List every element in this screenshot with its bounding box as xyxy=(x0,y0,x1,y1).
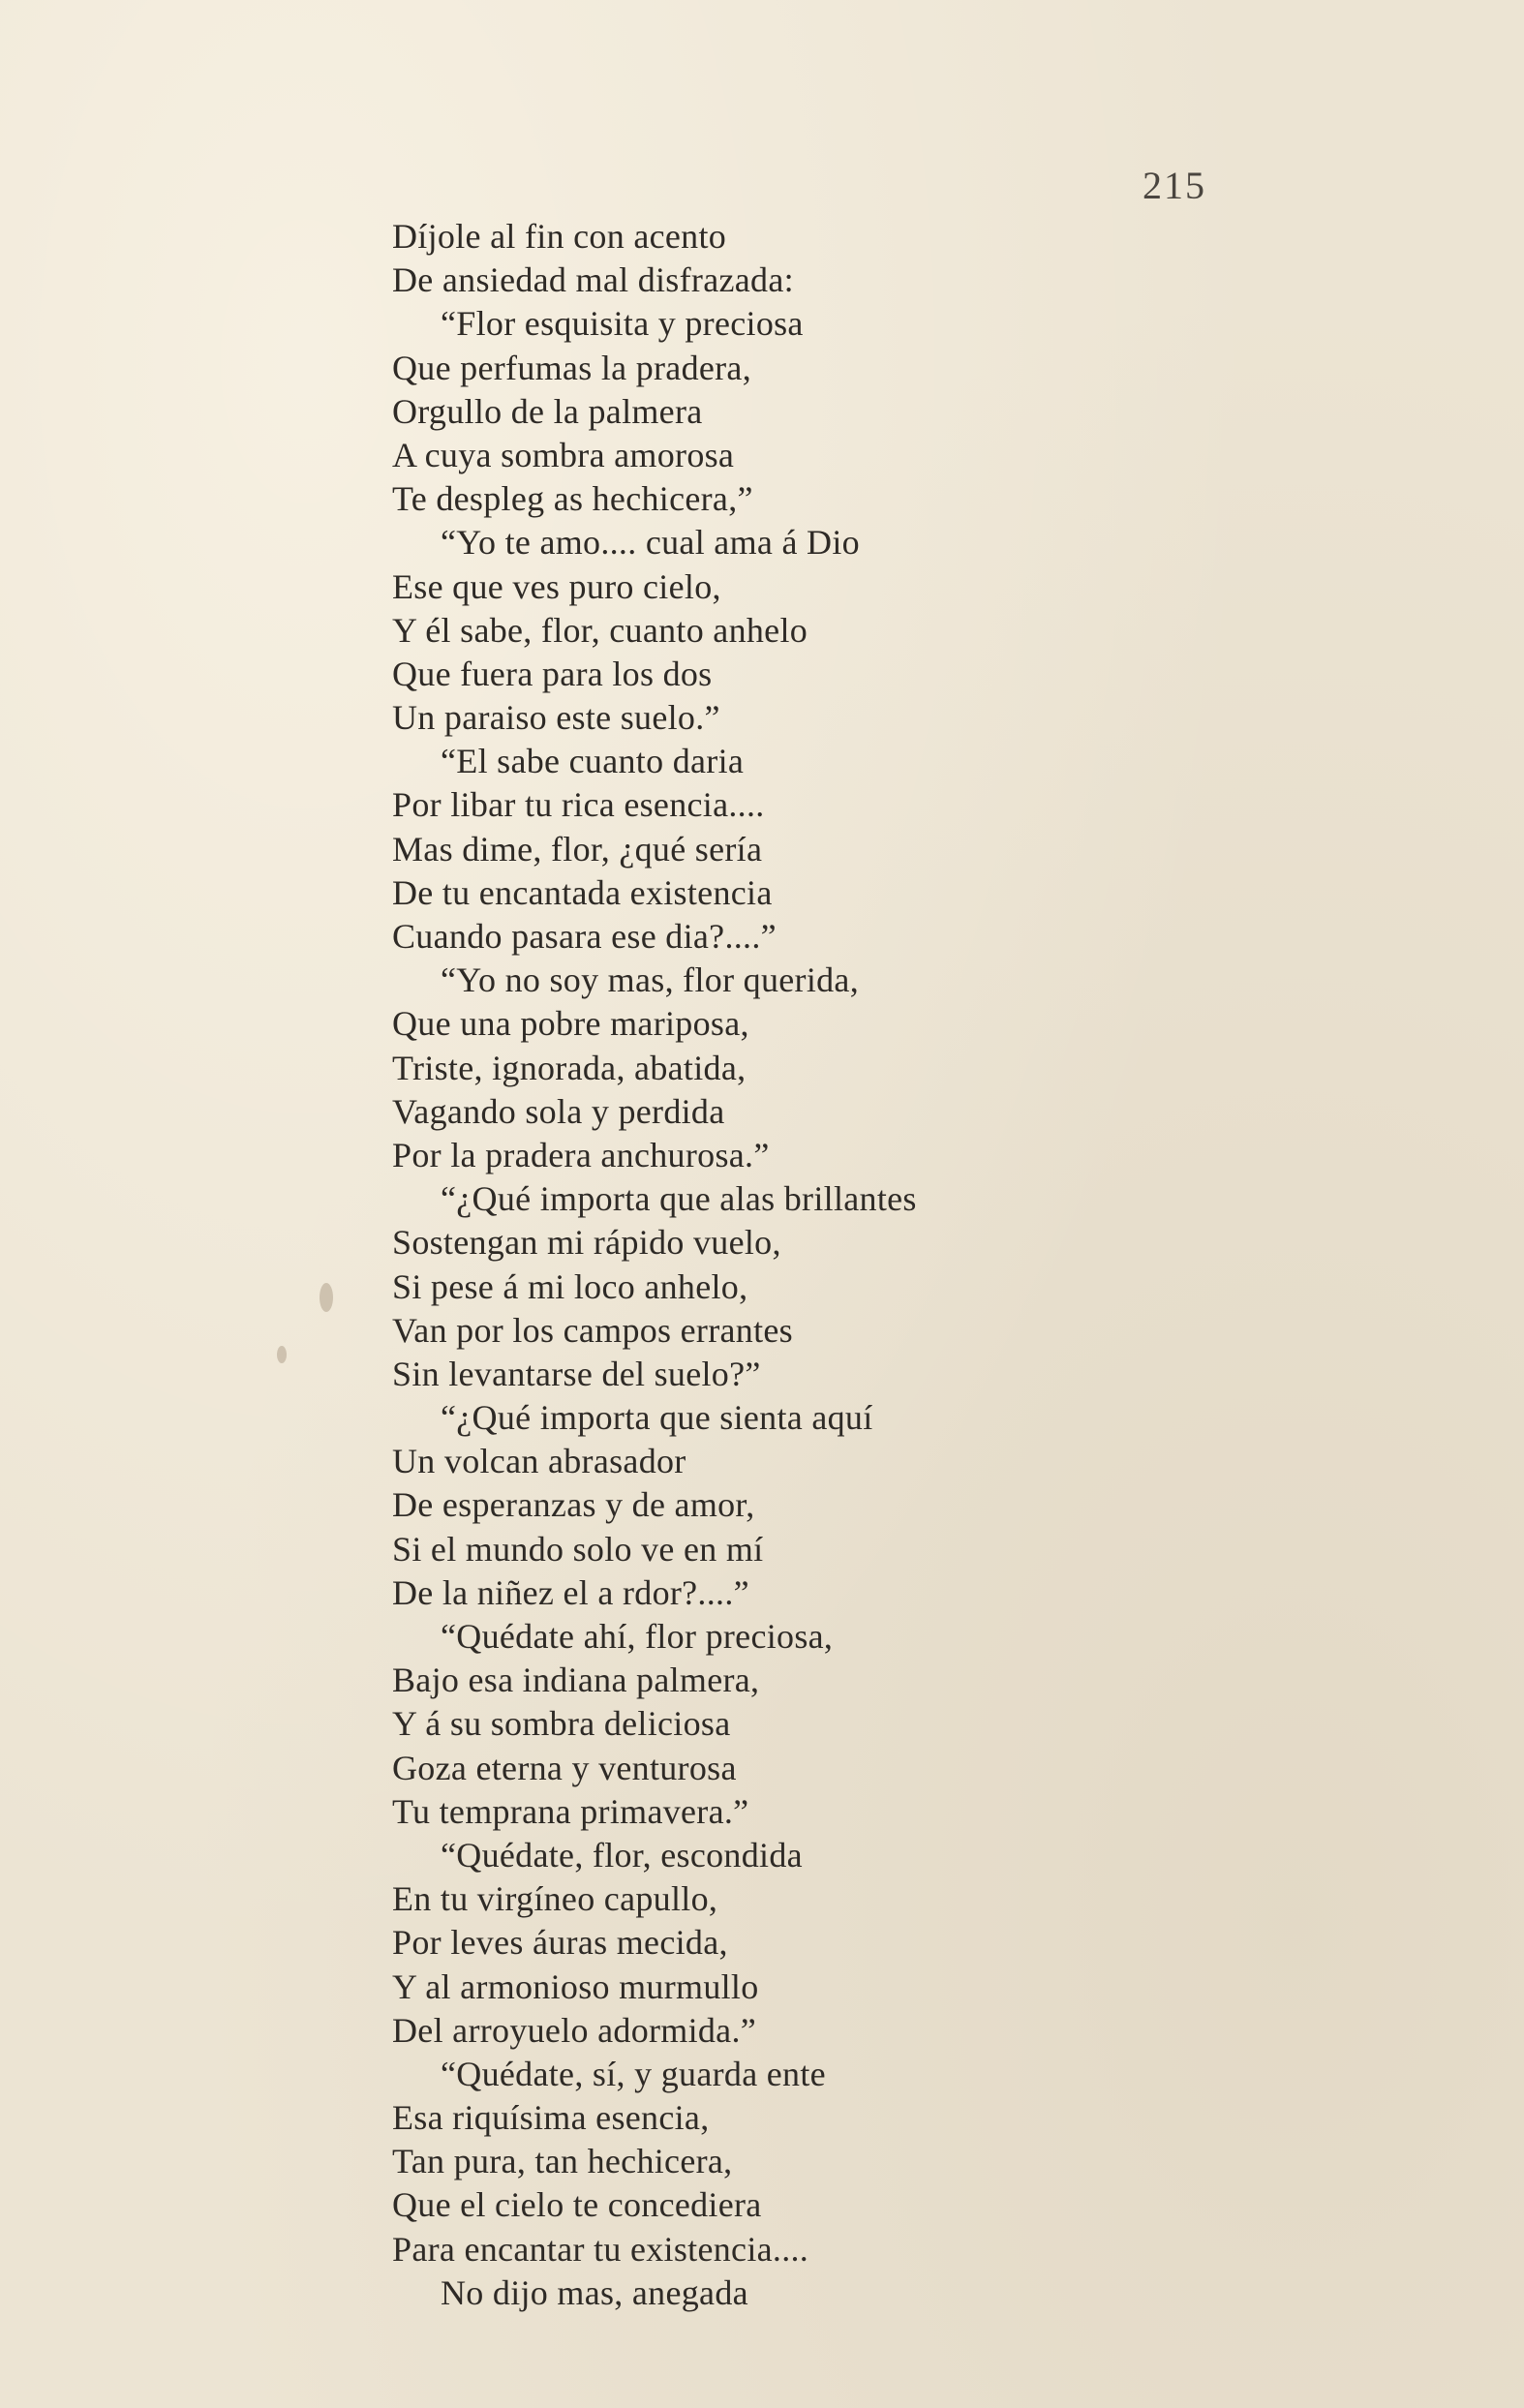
poem-line: A cuya sombra amorosa xyxy=(392,435,735,474)
poem-line: Un volcan abrasador xyxy=(392,1442,686,1481)
poem-line: Esa riquísima esencia, xyxy=(392,2098,710,2138)
poem-line: Un paraiso este suelo.” xyxy=(392,698,720,738)
poem-line: Si el mundo solo ve en mí xyxy=(392,1529,764,1569)
poem-line: “¿Qué importa que alas brillantes xyxy=(441,1179,917,1219)
poem-line: En tu virgíneo capullo, xyxy=(392,1879,718,1919)
poem-line: Tan pura, tan hechicera, xyxy=(392,2142,733,2181)
poem-line: “Quédate ahí, flor preciosa, xyxy=(441,1617,834,1656)
poem-line: Por libar tu rica esencia.... xyxy=(392,785,765,825)
poem-line: Mas dime, flor, ¿qué sería xyxy=(392,829,763,869)
poem-line: Cuando pasara ese dia?....” xyxy=(392,917,777,956)
poem-line: Orgullo de la palmera xyxy=(392,391,703,431)
poem-line: Te despleg as hechicera,” xyxy=(392,479,753,519)
poem-line: No dijo mas, anegada xyxy=(441,2272,748,2312)
poem-line: Que fuera para los dos xyxy=(392,654,713,693)
poem-line: Del arroyuelo adormida.” xyxy=(392,2010,757,2050)
poem-line: “El sabe cuanto daria xyxy=(441,742,745,781)
poem-line: Triste, ignorada, abatida, xyxy=(392,1048,747,1087)
poem-line: Van por los campos errantes xyxy=(392,1310,793,1350)
poem-line: Sostengan mi rápido vuelo, xyxy=(392,1223,781,1263)
ink-smudge xyxy=(277,1346,287,1363)
poem-line: “Quédate, sí, y guarda ente xyxy=(441,2054,826,2093)
poem-line: Bajo esa indiana palmera, xyxy=(392,1661,760,1700)
poem-line: Que el cielo te concediera xyxy=(392,2185,762,2225)
poem-line: “¿Qué importa que sienta aquí xyxy=(441,1398,873,1438)
poem-line: De ansiedad mal disfrazada: xyxy=(392,260,794,300)
poem-line: Para encantar tu existencia.... xyxy=(392,2229,809,2269)
poem-line: Tu temprana primavera.” xyxy=(392,1791,749,1831)
poem-line: Ese que ves puro cielo, xyxy=(392,566,721,606)
poem-line: De la niñez el a rdor?....” xyxy=(392,1572,749,1612)
poem-line: Que perfumas la pradera, xyxy=(392,348,752,387)
poem-line: “Yo te amo.... cual ama á Dio xyxy=(441,523,860,563)
poem-line: Por la pradera anchurosa.” xyxy=(392,1135,770,1174)
poem-line: De tu encantada existencia xyxy=(392,872,773,912)
poem-line: Vagando sola y perdida xyxy=(392,1091,725,1131)
poem-line: Goza eterna y venturosa xyxy=(392,1748,737,1787)
ink-smudge xyxy=(320,1283,333,1312)
poem-line: “Quédate, flor, escondida xyxy=(441,1835,803,1875)
poem-line: “Yo no soy mas, flor querida, xyxy=(441,960,859,1000)
poem-text xyxy=(392,215,1477,2315)
poem-line: Sin levantarse del suelo?” xyxy=(392,1354,761,1393)
poem-line: Y al armonioso murmullo xyxy=(392,1966,759,2006)
poem-line: Y él sabe, flor, cuanto anhelo xyxy=(392,610,808,650)
poem-line: Por leves áuras mecida, xyxy=(392,1923,728,1963)
poem-line: De esperanzas y de amor, xyxy=(392,1485,755,1525)
poem-line: Y á su sombra deliciosa xyxy=(392,1704,731,1744)
page-number: 215 xyxy=(1143,164,1206,207)
poem-line: “Flor esquisita y preciosa xyxy=(441,304,804,344)
poem-line: Si pese á mi loco anhelo, xyxy=(392,1266,748,1306)
poem-line: Díjole al fin con acento xyxy=(392,217,727,256)
poem-line: Que una pobre mariposa, xyxy=(392,1004,749,1044)
